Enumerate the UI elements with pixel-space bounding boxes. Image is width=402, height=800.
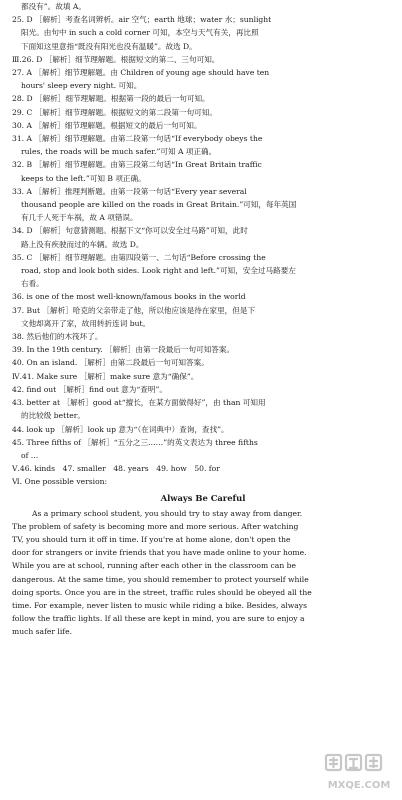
text-line: 的比较级 better。 [21, 411, 85, 421]
text-line: 31. A ［解析］细节理解题。由第二段第一句话“If everybody obeys the [12, 134, 263, 144]
text-line: 34. D ［解析］句意猜测题。根据下文“你可以安全过马路”可知，此时 [12, 226, 248, 236]
text-line: road, stop and look both sides. Look right and left.”可知，安全过马路要左 [21, 266, 296, 276]
watermark-text: MXQE.COM [327, 780, 391, 791]
text-line: 文他却离开了家，故用转折连词 but。 [21, 318, 151, 328]
text-line: Ⅳ.41. Make sure ［解析］make sure 意为“确保”。 [12, 371, 199, 381]
text-line: 28. D ［解析］细节理解题。根据第一段的最后一句可知。 [12, 94, 210, 104]
text-line: 42. find out ［解析］find out 意为“查明”。 [12, 384, 167, 394]
text-line: 27. A ［解析］细节理解题。由 Children of young age should have ten [12, 68, 270, 78]
text-line: 阳光。由句中 in such a cold corner 可知，本空与天气有关，再比照 [21, 28, 259, 38]
text-line: keeps to the left.”可知 B 项正确。 [21, 173, 146, 183]
text-line: 40. On an island. ［解析］由第二段最后一句可知答案。 [12, 358, 209, 368]
text-line: doing sports. Once you are in the street, traffic rules should be obeyed all the [12, 587, 312, 597]
text-line: 都没有”。故填 A。 [21, 2, 86, 11]
text-line: TV, you should turn it off in time. If you're at home alone, don't open the [12, 534, 291, 544]
text-line: follow the traffic lights. If all these are kept in mind, you are sure to enjoy a [12, 614, 305, 624]
text-line: 35. C ［解析］细节理解题。由第四段第一、二句话“Before crossing the [12, 252, 266, 262]
text-line: much safer life. [12, 627, 72, 637]
essay-body [12, 507, 394, 639]
text-line: dangerous. At the same time, you should remember to protect yourself while [12, 574, 309, 584]
text-line: 33. A ［解析］推理判断题。由第一段第一句话“Every year several [12, 186, 247, 196]
text-line: 38. 然后他们的木筏坏了。 [12, 332, 103, 342]
text-line: 下面知这里意指“既没有阳光也没有温暖”。故选 D。 [21, 41, 197, 51]
text-line: door for strangers or invite friends that you have made online to your home. [12, 548, 307, 558]
essay-title: Always Be Careful [160, 492, 246, 503]
text-line: Ⅵ. One possible version: [12, 477, 108, 487]
text-line: The problem of safety is becoming more and more serious. After watching [12, 521, 299, 531]
text-line: 44. look up ［解析］look up 意为“（在词典中）查询，查找”。 [12, 424, 229, 434]
text-line: 路上没有疾驶而过的车辆。故选 D。 [21, 239, 144, 249]
text-line: thousand people are killed on the roads in Great Britain.”可知，每年英国 [21, 200, 297, 210]
text-line: 右看。 [21, 279, 44, 289]
text-line: 29. C ［解析］细节理解题。根据短文的第二段第一句可知。 [12, 107, 217, 117]
text-line: 25. D ［解析］考查名词辨析。air 空气；earth 地球；water 水；sunlight [12, 15, 272, 25]
text-line: While you are at school, running after each other in the classroom can be [12, 561, 296, 571]
text-line: 45. Three fifths of ［解析］“五分之三……”的英文表达为 three fifths [12, 437, 258, 447]
text-line: time. For example, never listen to music while riding a bike. Besides, always [12, 600, 307, 610]
answer-key-content [12, 0, 394, 639]
watermark-logo-icon [322, 752, 396, 796]
text-line: 有几千人死于车祸，故 A 项错误。 [21, 213, 138, 223]
text-line: Ⅲ.26. D ［解析］细节理解题。根据短文的第二、三句可知。 [12, 54, 220, 64]
text-line: 39. In the 19th century. ［解析］由第一段最后一句可知答案。 [12, 345, 235, 355]
text-line: Ⅴ.46. kinds 47. smaller 48. years 49. how 50. for [12, 464, 220, 474]
text-line: 36. is one of the most well-known/famous books in the world [12, 292, 246, 302]
text-line: hours' sleep every night. 可知。 [21, 81, 142, 91]
text-line: 32. B ［解析］细节理解题。由第三段第二句话“In Great Britain traffic [12, 160, 262, 170]
text-line: 30. A ［解析］细节理解题。根据短文的最后一句可知。 [12, 120, 202, 130]
text-line: rules, the roads will be much safer.”可知 A 项正确。 [21, 147, 217, 157]
text-line: 43. better at ［解析］good at“擅长，在某方面做得好”，由 than 可知用 [12, 398, 266, 408]
text-line: of … [21, 450, 39, 460]
text-line: 37. But ［解析］哈克的父亲带走了他，所以他应该是待在家里，但是下 [12, 305, 256, 315]
text-line: As a primary school student, you should try to stay away from danger. [32, 508, 303, 518]
